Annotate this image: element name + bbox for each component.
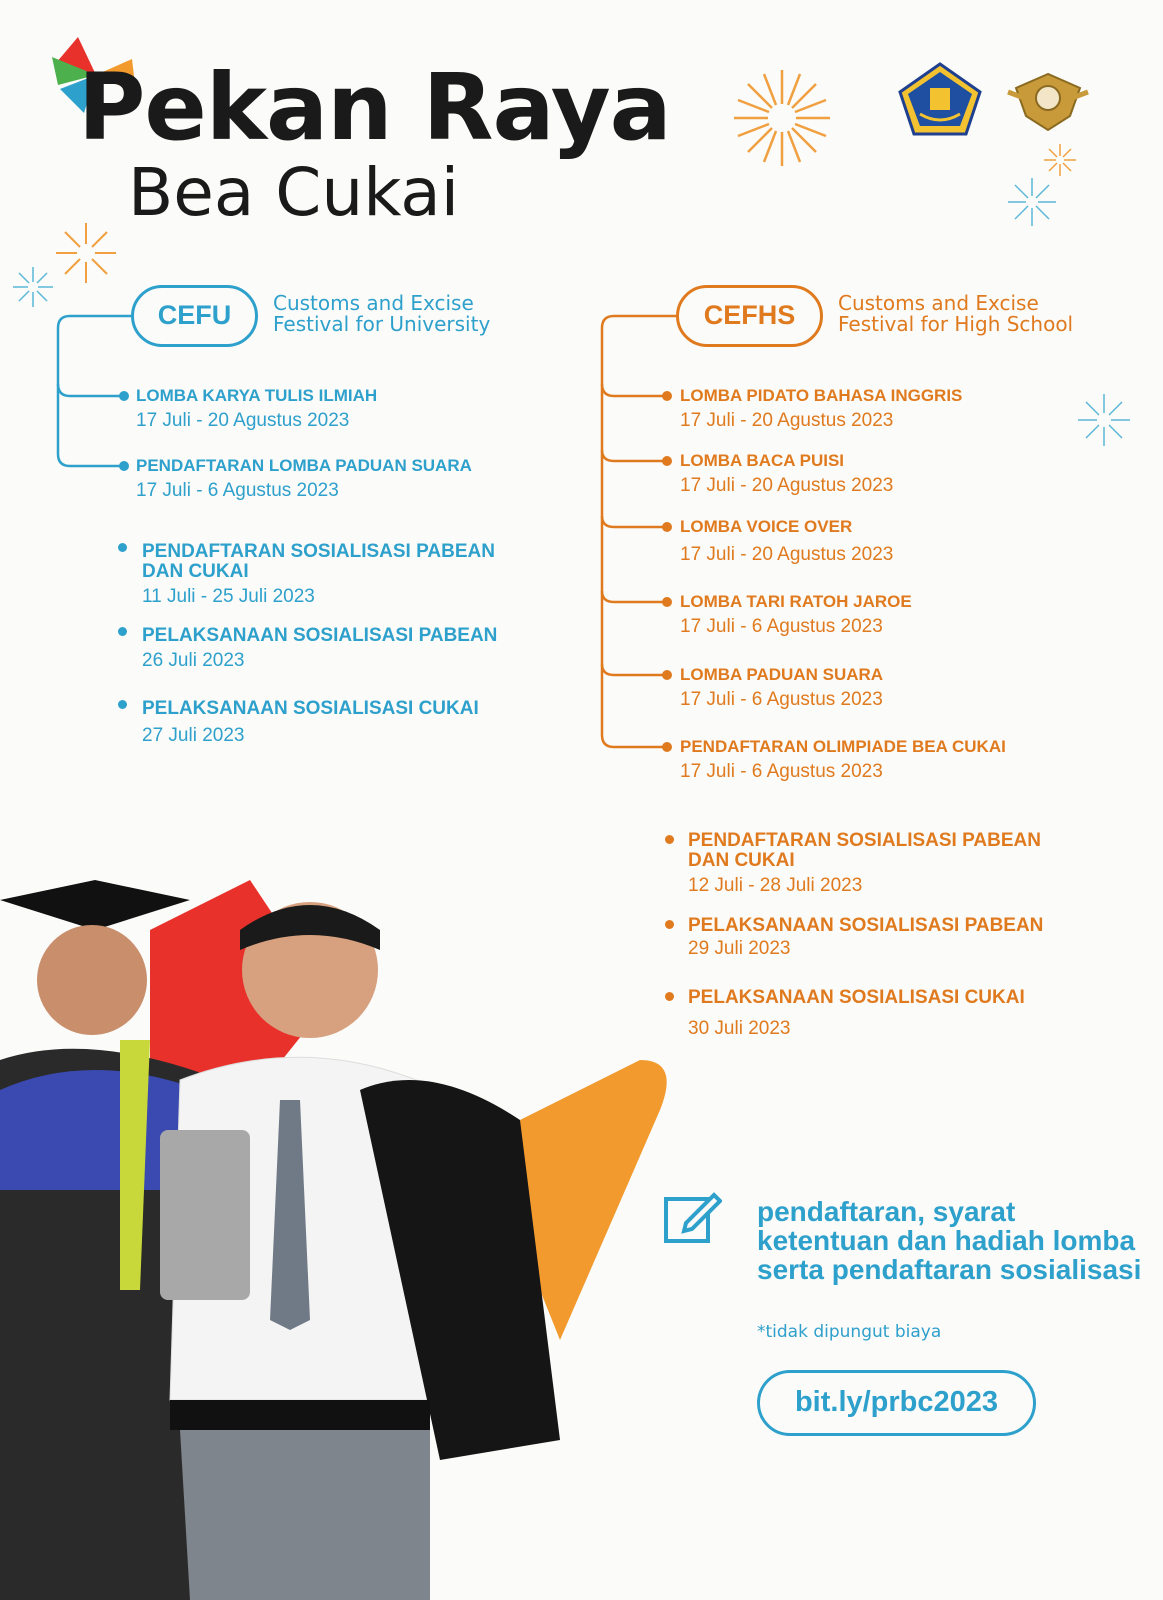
laptop	[160, 1130, 250, 1300]
cefu-tree-line	[58, 316, 132, 396]
cefhs-item-olimpiade: PENDAFTARAN OLIMPIADE BEA CUKAI 17 Juli - 6 Agustus 2023	[680, 737, 1006, 782]
firework-blue-left	[13, 267, 53, 307]
page-subtitle: Bea Cukai	[128, 154, 460, 231]
cefu-bullet-pendaftaran-sosialisasi: PENDAFTARAN SOSIALISASI PABEAN DAN CUKAI 11 Juli - 25 Juli 2023	[142, 541, 495, 607]
students-photo	[0, 860, 580, 1600]
cefhs-bullet-sosialisasi-cukai: PELAKSANAAN SOSIALISASI CUKAI 30 Juli 2023	[688, 987, 1025, 1039]
bea-cukai-logo	[1006, 68, 1090, 136]
free-of-charge-note: *tidak dipungut biaya	[757, 1322, 942, 1342]
cefhs-bullet-pendaftaran-sosialisasi: PENDAFTARAN SOSIALISASI PABEAN DAN CUKAI 12 Juli - 28 Juli 2023	[688, 830, 1041, 896]
graduation-cap	[0, 880, 190, 930]
kemenkeu-logo	[898, 62, 982, 136]
firework-blue-right	[1078, 394, 1130, 446]
registration-link[interactable]: bit.ly/prbc2023	[757, 1370, 1036, 1436]
page-title: Pekan Raya	[78, 54, 671, 161]
firework-orange-top	[734, 70, 830, 166]
cefu-item-lkti: LOMBA KARYA TULIS ILMIAH 17 Juli - 20 Agustus 2023	[136, 386, 378, 431]
cefhs-item-tari: LOMBA TARI RATOH JAROE 17 Juli - 6 Agustus 2023	[680, 592, 912, 637]
cefu-item-dot	[119, 391, 129, 401]
firework-orange-small	[1044, 144, 1076, 176]
edit-icon	[662, 1187, 722, 1247]
cefhs-item-paduan-suara: LOMBA PADUAN SUARA 17 Juli - 6 Agustus 2023	[680, 665, 884, 710]
cefu-item-dot	[119, 461, 129, 471]
cefhs-item-puisi: LOMBA BACA PUISI 17 Juli - 20 Agustus 2023	[680, 451, 894, 496]
registration-info-text: pendaftaran, syarat ketentuan dan hadiah lomba serta pendaftaran sosialisasi	[757, 1196, 1142, 1285]
cefu-bullet-sosialisasi-pabean: PELAKSANAAN SOSIALISASI PABEAN 26 Juli 2023	[142, 625, 498, 671]
cefu-bullet-sosialisasi-cukai: PELAKSANAAN SOSIALISASI CUKAI 27 Juli 2023	[142, 698, 479, 746]
cefhs-subtitle: Customs and Excise Festival for High School	[838, 291, 1074, 336]
cefu-subtitle: Customs and Excise Festival for University	[273, 291, 491, 336]
cefu-item-paduan-suara: PENDAFTARAN LOMBA PADUAN SUARA 17 Juli - 6 Agustus 2023	[136, 456, 472, 501]
firework-orange-left	[56, 223, 116, 283]
cefhs-item-voice-over: LOMBA VOICE OVER 17 Juli - 20 Agustus 2023	[680, 517, 894, 565]
cefhs-badge: CEFHS	[676, 285, 823, 347]
cefhs-item-pidato: LOMBA PIDATO BAHASA INGGRIS 17 Juli - 20 Agustus 2023	[680, 386, 963, 431]
cefu-badge: CEFU	[131, 285, 258, 347]
cefhs-bullet-sosialisasi-pabean: PELAKSANAAN SOSIALISASI PABEAN 29 Juli 2023	[688, 915, 1044, 959]
firework-blue-right-top	[1008, 178, 1056, 226]
